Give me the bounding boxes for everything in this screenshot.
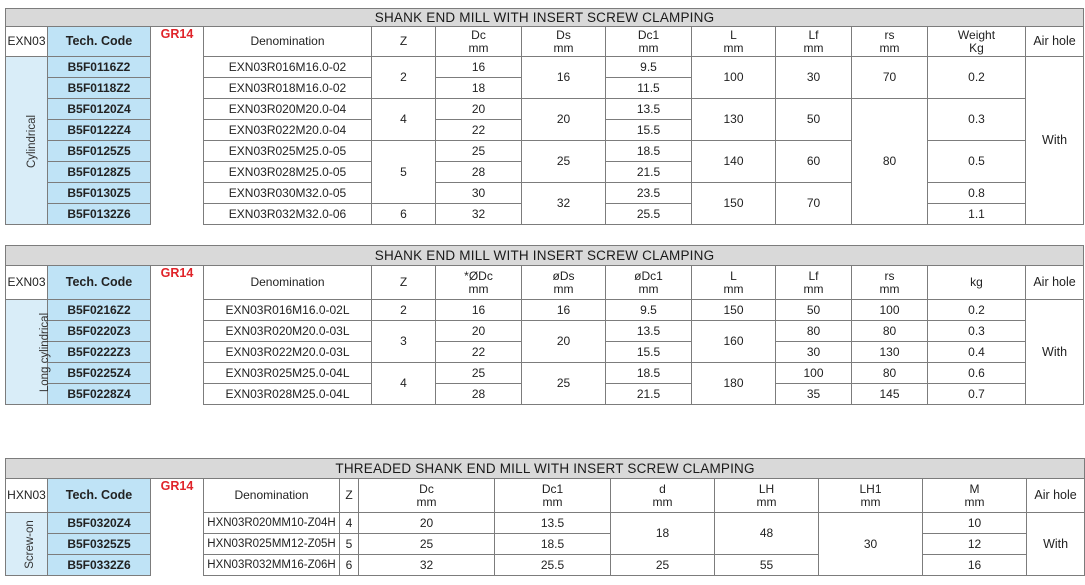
dc1-value: 13.5 xyxy=(606,99,692,120)
m-header: M mm xyxy=(923,479,1027,513)
tech-code: B5F0220Z3 xyxy=(48,321,151,342)
lh1-header: LH1 mm xyxy=(819,479,923,513)
ds-header: Ds mm xyxy=(522,27,606,57)
dc-value: 28 xyxy=(436,384,522,405)
weight-value: 0.2 xyxy=(928,300,1026,321)
denomination: EXN03R030M32.0-05 xyxy=(204,183,372,204)
rs-value: 100 xyxy=(852,300,928,321)
table-shank-end-mill-long xyxy=(5,245,1076,405)
dc1-value: 23.5 xyxy=(606,183,692,204)
table-title: THREADED SHANK END MILL WITH INSERT SCREW CLAMPING xyxy=(6,459,1085,479)
denomination: EXN03R025M25.0-05 xyxy=(204,141,372,162)
dc-value: 25 xyxy=(436,141,522,162)
lf-value: 50 xyxy=(776,300,852,321)
l-value: 140 xyxy=(692,141,776,183)
dc-value: 25 xyxy=(436,363,522,384)
air-hole-header: Air hole xyxy=(1026,27,1084,57)
rs-value: 80 xyxy=(852,363,928,384)
grade-header: GR14 xyxy=(151,27,204,57)
z-value: 5 xyxy=(340,534,359,555)
rs-value: 80 xyxy=(852,321,928,342)
d-value: 25 xyxy=(611,555,715,576)
z-header: Z xyxy=(372,27,436,57)
dc-value: 28 xyxy=(436,162,522,183)
denomination: EXN03R032M32.0-06 xyxy=(204,204,372,225)
lf-value: 50 xyxy=(776,99,852,141)
air-hole-header: Air hole xyxy=(1027,479,1085,513)
z-value: 2 xyxy=(372,57,436,99)
air-hole-value: With xyxy=(1026,300,1084,405)
ds-value: 32 xyxy=(522,183,606,225)
tech-code: B5F0118Z2 xyxy=(48,78,151,99)
denomination: EXN03R020M20.0-03L xyxy=(204,321,372,342)
tech-code: B5F0222Z3 xyxy=(48,342,151,363)
air-hole-header: Air hole xyxy=(1026,266,1084,300)
weight-header: kg xyxy=(928,266,1026,300)
denomination-header: Denomination xyxy=(204,479,340,513)
dc-header: *ØDc mm xyxy=(436,266,522,300)
weight-value: 0.7 xyxy=(928,384,1026,405)
rs-header: rs mm xyxy=(852,27,928,57)
dc-value: 16 xyxy=(436,300,522,321)
ds-value: 20 xyxy=(522,99,606,141)
tech-code: B5F0128Z5 xyxy=(48,162,151,183)
lh1-value: 30 xyxy=(819,513,923,576)
z-value: 3 xyxy=(372,321,436,363)
rs-header: rs mm xyxy=(852,266,928,300)
dc-value: 18 xyxy=(436,78,522,99)
ds-header: øDs mm xyxy=(522,266,606,300)
lf-value: 70 xyxy=(776,183,852,225)
weight-value: 0.4 xyxy=(928,342,1026,363)
lf-value: 30 xyxy=(776,342,852,363)
dc-value: 22 xyxy=(436,342,522,363)
tech-code-header: Tech. Code xyxy=(48,479,151,513)
dc1-header: øDc1 mm xyxy=(606,266,692,300)
denomination: EXN03R016M16.0-02L xyxy=(204,300,372,321)
dc1-value: 18.5 xyxy=(606,363,692,384)
tech-code: B5F0122Z4 xyxy=(48,120,151,141)
denomination: EXN03R028M25.0-05 xyxy=(204,162,372,183)
dc-value: 20 xyxy=(359,513,495,534)
tech-code: B5F0132Z6 xyxy=(48,204,151,225)
tech-code: B5F0125Z5 xyxy=(48,141,151,162)
ds-value: 20 xyxy=(522,321,606,363)
denomination: EXN03R022M20.0-04 xyxy=(204,120,372,141)
l-value: 130 xyxy=(692,99,776,141)
tech-code: B5F0130Z5 xyxy=(48,183,151,204)
tech-code: B5F0332Z6 xyxy=(48,555,151,576)
table-threaded-shank-end-mill xyxy=(5,458,1077,576)
dc-value: 22 xyxy=(436,120,522,141)
denomination: HXN03R032MM16-Z06H xyxy=(204,555,340,576)
lf-header: Lf mm xyxy=(776,266,852,300)
lf-value: 100 xyxy=(776,363,852,384)
series-label: EXN03 xyxy=(6,27,48,57)
dc1-value: 15.5 xyxy=(606,120,692,141)
denomination: HXN03R020MM10-Z04H xyxy=(204,513,340,534)
dc-value: 20 xyxy=(436,99,522,120)
l-value: 100 xyxy=(692,57,776,99)
ds-value: 25 xyxy=(522,363,606,405)
dc-header: Dc mm xyxy=(359,479,495,513)
weight-value: 0.2 xyxy=(928,57,1026,99)
z-value: 4 xyxy=(340,513,359,534)
weight-value: 0.8 xyxy=(928,183,1026,204)
z-value: 6 xyxy=(340,555,359,576)
denomination: EXN03R028M25.0-04L xyxy=(204,384,372,405)
dc-value: 25 xyxy=(359,534,495,555)
dc1-value: 11.5 xyxy=(606,78,692,99)
tech-code: B5F0116Z2 xyxy=(48,57,151,78)
type-label: Screw-on xyxy=(6,513,48,576)
type-label: Cylindrical xyxy=(6,57,48,225)
ds-value: 16 xyxy=(522,57,606,99)
denomination-header: Denomination xyxy=(204,266,372,300)
l-value: 150 xyxy=(692,300,776,321)
series-label: HXN03 xyxy=(6,479,48,513)
dc-header: Dc mm xyxy=(436,27,522,57)
grade-header: GR14 xyxy=(151,266,204,300)
dc1-value: 15.5 xyxy=(606,342,692,363)
dc1-header: Dc1 mm xyxy=(606,27,692,57)
dc1-value: 21.5 xyxy=(606,162,692,183)
denomination: EXN03R020M20.0-04 xyxy=(204,99,372,120)
dc-value: 32 xyxy=(436,204,522,225)
ds-value: 16 xyxy=(522,300,606,321)
dc-value: 32 xyxy=(359,555,495,576)
rs-value: 80 xyxy=(852,99,928,225)
dc-value: 16 xyxy=(436,57,522,78)
grade-header: GR14 xyxy=(151,479,204,513)
rs-value: 145 xyxy=(852,384,928,405)
l-value: 150 xyxy=(692,183,776,225)
denomination: EXN03R022M20.0-03L xyxy=(204,342,372,363)
weight-value: 0.3 xyxy=(928,321,1026,342)
dc1-value: 9.5 xyxy=(606,57,692,78)
z-value: 4 xyxy=(372,99,436,141)
d-value: 18 xyxy=(611,513,715,555)
m-value: 10 xyxy=(923,513,1027,534)
dc1-header: Dc1 mm xyxy=(495,479,611,513)
dc1-value: 21.5 xyxy=(606,384,692,405)
series-label: EXN03 xyxy=(6,266,48,300)
weight-value: 0.6 xyxy=(928,363,1026,384)
z-value: 6 xyxy=(372,204,436,225)
tech-code: B5F0325Z5 xyxy=(48,534,151,555)
grade-cell xyxy=(151,513,204,576)
grade-cell xyxy=(151,300,204,405)
d-header: d mm xyxy=(611,479,715,513)
weight-header: Weight Kg xyxy=(928,27,1026,57)
lf-value: 35 xyxy=(776,384,852,405)
denomination-header: Denomination xyxy=(204,27,372,57)
tech-code-header: Tech. Code xyxy=(48,27,151,57)
denomination: EXN03R018M16.0-02 xyxy=(204,78,372,99)
dc1-value: 25.5 xyxy=(495,555,611,576)
z-value: 5 xyxy=(372,141,436,204)
tech-code-header: Tech. Code xyxy=(48,266,151,300)
l-value: 160 xyxy=(692,321,776,363)
table-shank-end-mill xyxy=(5,8,1076,225)
m-value: 12 xyxy=(923,534,1027,555)
z-value: 2 xyxy=(372,300,436,321)
dc1-value: 25.5 xyxy=(606,204,692,225)
lf-value: 80 xyxy=(776,321,852,342)
l-value: 180 xyxy=(692,363,776,405)
lf-header: Lf mm xyxy=(776,27,852,57)
weight-value: 0.5 xyxy=(928,141,1026,183)
z-value: 4 xyxy=(372,363,436,405)
lh-header: LH mm xyxy=(715,479,819,513)
lh-value: 48 xyxy=(715,513,819,555)
tech-code: B5F0225Z4 xyxy=(48,363,151,384)
air-hole-value: With xyxy=(1027,513,1085,576)
dc1-value: 18.5 xyxy=(606,141,692,162)
weight-value: 1.1 xyxy=(928,204,1026,225)
tech-code: B5F0320Z4 xyxy=(48,513,151,534)
l-header: L mm xyxy=(692,27,776,57)
lh-value: 55 xyxy=(715,555,819,576)
m-value: 16 xyxy=(923,555,1027,576)
type-label: Long cylindrical xyxy=(6,300,48,405)
dc-value: 20 xyxy=(436,321,522,342)
z-header: Z xyxy=(372,266,436,300)
denomination: EXN03R016M16.0-02 xyxy=(204,57,372,78)
rs-value: 130 xyxy=(852,342,928,363)
dc1-value: 18.5 xyxy=(495,534,611,555)
tech-code: B5F0120Z4 xyxy=(48,99,151,120)
table-title: SHANK END MILL WITH INSERT SCREW CLAMPING xyxy=(6,9,1084,27)
table-title: SHANK END MILL WITH INSERT SCREW CLAMPING xyxy=(6,246,1084,266)
dc1-value: 13.5 xyxy=(495,513,611,534)
dc1-value: 13.5 xyxy=(606,321,692,342)
lf-value: 30 xyxy=(776,57,852,99)
tech-code: B5F0228Z4 xyxy=(48,384,151,405)
denomination: HXN03R025MM12-Z05H xyxy=(204,534,340,555)
weight-value: 0.3 xyxy=(928,99,1026,141)
z-header: Z xyxy=(340,479,359,513)
ds-value: 25 xyxy=(522,141,606,183)
l-header: L mm xyxy=(692,266,776,300)
dc-value: 30 xyxy=(436,183,522,204)
rs-value: 70 xyxy=(852,57,928,99)
lf-value: 60 xyxy=(776,141,852,183)
dc1-value: 9.5 xyxy=(606,300,692,321)
denomination: EXN03R025M25.0-04L xyxy=(204,363,372,384)
grade-cell xyxy=(151,57,204,225)
tech-code: B5F0216Z2 xyxy=(48,300,151,321)
air-hole-value: With xyxy=(1026,57,1084,225)
